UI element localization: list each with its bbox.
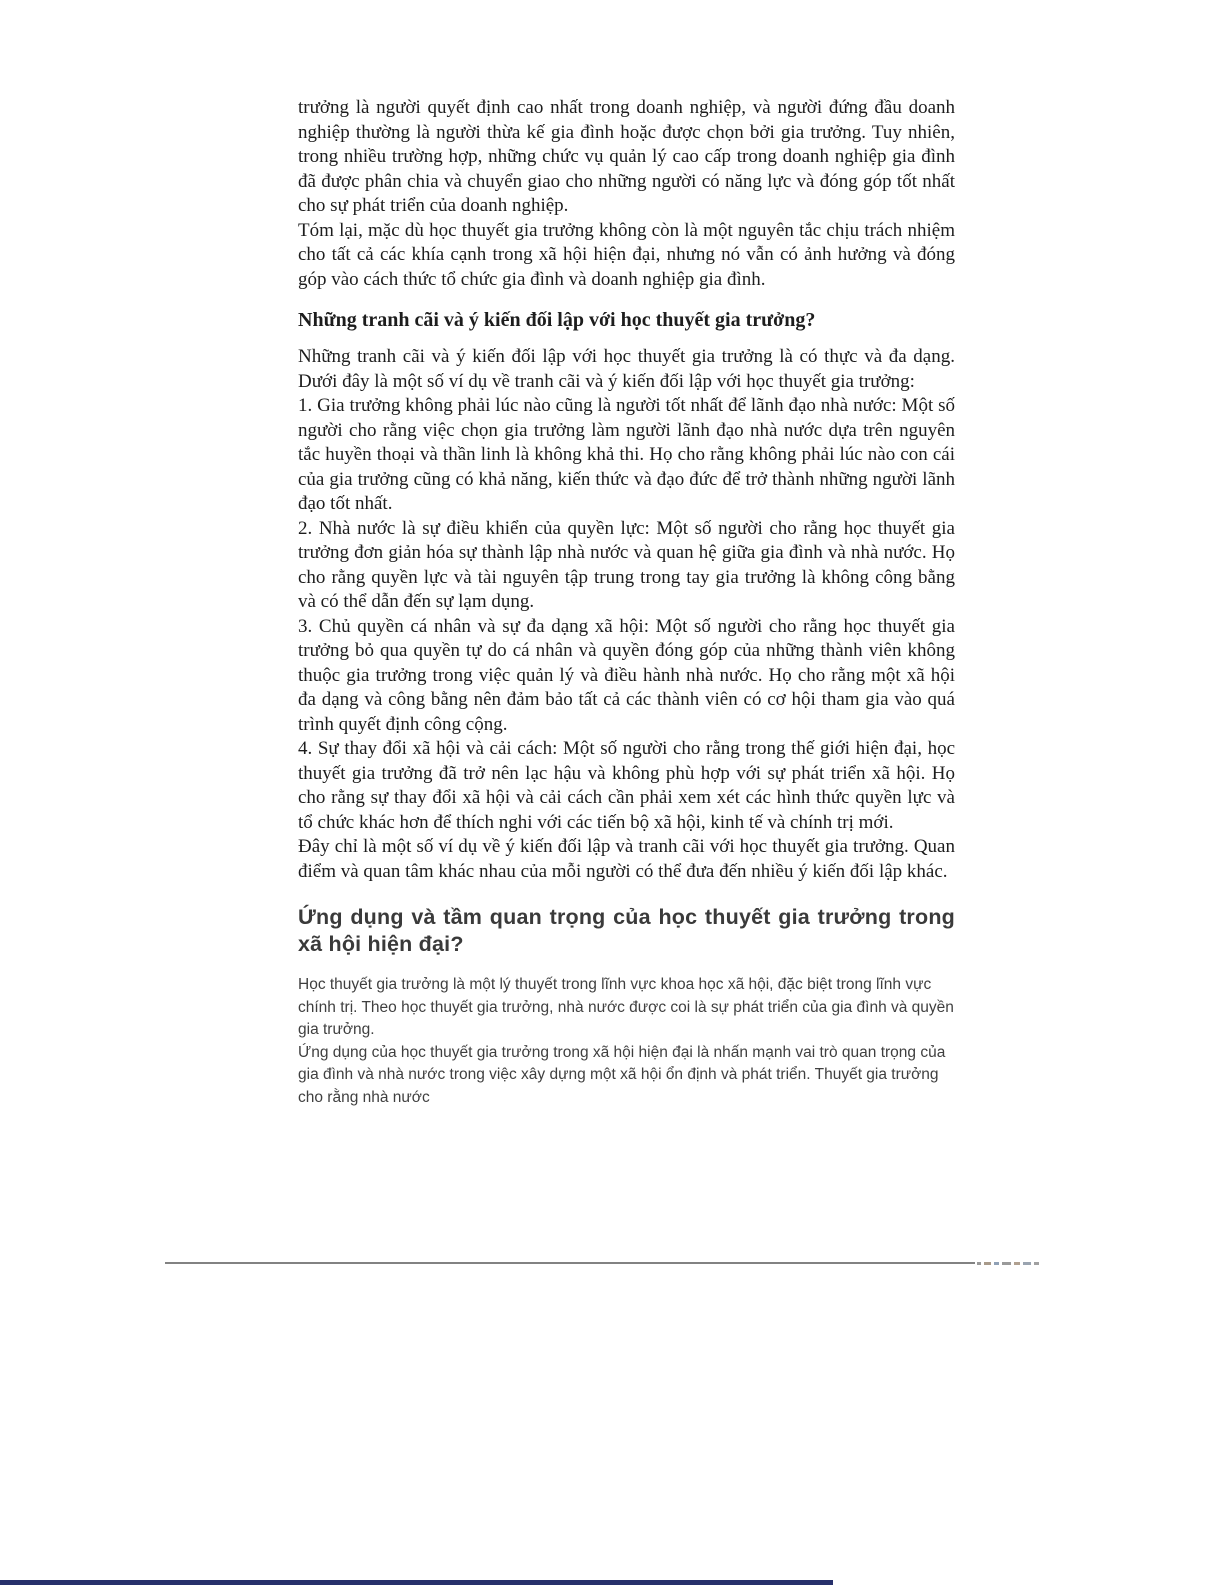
intro-paragraph-1: trưởng là người quyết định cao nhất trong doanh nghiệp, và người đứng đầu doanh nghiệp thường là người thừa kế gia đình hoặc được chọn bởi gia trưởng. Tuy nhiên, trong nhiều trường hợp, những chức vụ quản lý cao cấp trong doanh nghiệp gia đình đã được phân chia và chuyển giao cho những người có năng lực và đóng góp tốt nhất cho sự phát triển của doanh nghiệp. [298,97,955,216]
section2-paragraph-1: Học thuyết gia trưởng là một lý thuyết trong lĩnh vực khoa học xã hội, đặc biệt trong lĩnh vực chính trị. Theo học thuyết gia trưởng, nhà nước được coi là sự phát triển của gia đình và quyền gia trưởng. [298,976,954,1038]
list-item-2: 2. Nhà nước là sự điều khiển của quyền lực: Một số người cho rằng học thuyết gia trưởng đơn giản hóa sự thành lập nhà nước và quan hệ giữa gia đình và nhà nước. Họ cho rằng quyền lực và tài nguyên tập trung trong tay gia trưởng là không công bằng và có thể dẫn đến sự lạm dụng. [298,517,955,612]
footer-divider [165,1262,975,1264]
tiny-mark [984,1262,991,1265]
tiny-mark [1014,1262,1020,1265]
tiny-mark [977,1262,981,1265]
list-item-4: 4. Sự thay đổi xã hội và cải cách: Một số người cho rằng trong thế giới hiện đại, học thuyết gia trưởng đã trở nên lạc hậu và không phù hợp với sự phát triển xã hội. Họ cho rằng sự thay đổi xã hội và cải cách cần phải xem xét các hình thức quyền lực và tổ chức khác hơn để thích nghi với các tiến bộ xã hội, kinh tế và chính trị mới. [298,738,955,833]
tiny-mark [994,1262,999,1265]
section-heading-controversies: Những tranh cãi và ý kiến đối lập với học thuyết gia trưởng? [298,309,816,331]
section1-closing-paragraph: Đây chỉ là một số ví dụ về ý kiến đối lập và tranh cãi với học thuyết gia trưởng. Quan điểm và quan tâm khác nhau của mỗi người có thể đưa đến nhiều ý kiến đối lập khác. [298,836,955,882]
tiny-mark [1023,1262,1031,1265]
tiny-mark [1034,1262,1039,1265]
tiny-watermark-marks [977,1261,1039,1265]
intro-paragraph-2: Tóm lại, mặc dù học thuyết gia trưởng không còn là một nguyên tắc chịu trách nhiệm cho tất cả các khía cạnh trong xã hội hiện đại, nhưng nó vẫn có ảnh hưởng và đóng góp vào cách thức tổ chức gia đình và doanh nghiệp gia đình. [298,219,955,290]
article-body [298,96,955,1109]
section2-paragraph-2: Ứng dụng của học thuyết gia trưởng trong xã hội hiện đại là nhấn mạnh vai trò quan trọng của gia đình và nhà nước trong việc xây dựng một xã hội ổn định và phát triển. Thuyết gia trưởng cho rằng nhà nước [298,1043,946,1106]
list-item-1: 1. Gia trưởng không phải lúc nào cũng là người tốt nhất để lãnh đạo nhà nước: Một số người cho rằng việc chọn gia trưởng làm người lãnh đạo nhà nước dựa trên nguyên tắc huyền thoại và thần linh là không khả thi. Họ cho rằng không phải lúc nào con cái của gia trưởng cũng có khả năng, kiến thức và đạo đức để trở thành những người lãnh đạo tốt nhất. [298,395,955,514]
section1-lead-paragraph: Những tranh cãi và ý kiến đối lập với học thuyết gia trưởng là có thực và đa dạng. Dưới đây là một số ví dụ về tranh cãi và ý kiến đối lập với học thuyết gia trưởng: [298,346,955,392]
section-heading-applications: Ứng dụng và tầm quan trọng của học thuyết gia trưởng trong xã hội hiện đại? [298,905,955,956]
list-item-3: 3. Chủ quyền cá nhân và sự đa dạng xã hội: Một số người cho rằng học thuyết gia trưởng bỏ qua quyền tự do cá nhân và quyền đóng góp của những thành viên không thuộc gia trưởng trong việc quản lý và điều hành nhà nước. Họ cho rằng một xã hội đa dạng và công bằng nên đảm bảo tất cả các thành viên có cơ hội tham gia vào quá trình quyết định công cộng. [298,615,955,735]
tiny-mark [1002,1262,1011,1265]
bottom-edge-bar [0,1580,833,1585]
